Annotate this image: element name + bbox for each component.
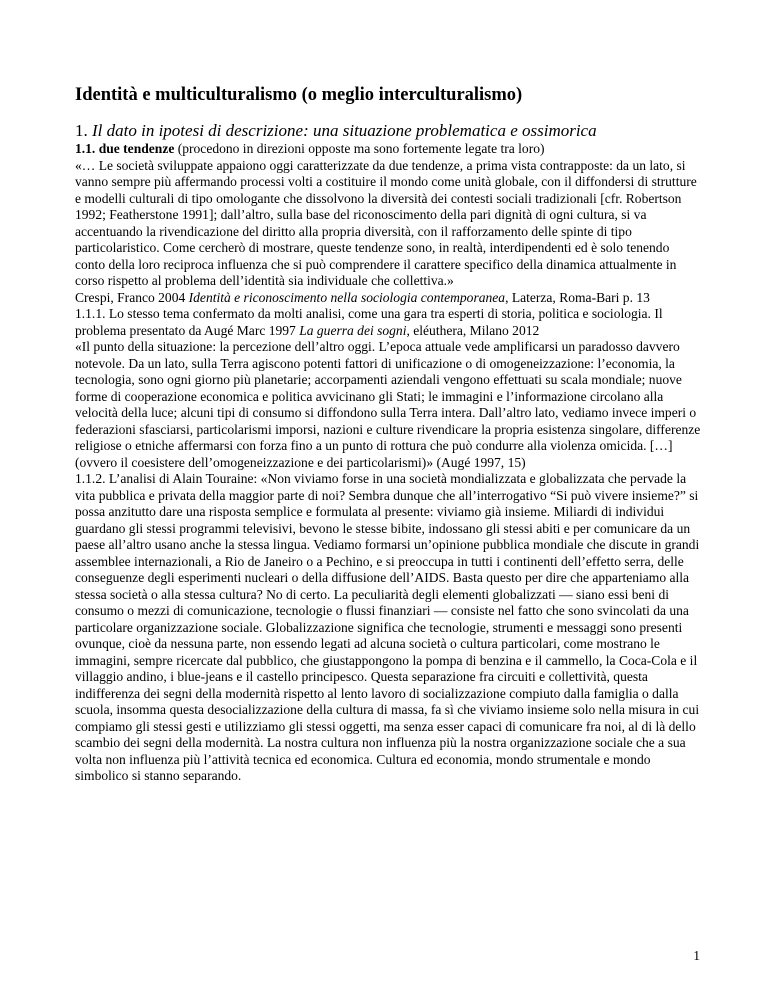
subsection-1-1-text: (procedono in direzioni opposte ma sono fortemente legate tra loro) [174, 141, 545, 156]
subsection-1-1-label: 1.1. due tendenze [75, 141, 175, 156]
auge-publisher: , eléuthera, Milano 2012 [406, 322, 540, 338]
auge-work-title: La guerra dei sogni [299, 322, 407, 338]
subsection-1-1 [75, 141, 701, 158]
crespi-citation [75, 290, 701, 307]
document-title: Identità e multiculturalismo (o meglio interculturalismo) [75, 85, 523, 105]
paragraph-1-1-1-text: 1.1.1. Lo stesso tema confermato da molti analisi, come una gara tra esperti di storia, politica e sociologia. Il problema presentato da Augé Marc 1997 [75, 306, 663, 338]
section-heading [75, 120, 701, 141]
citation-author: Crespi, Franco 2004 [75, 289, 189, 305]
section-number: 1. [75, 121, 92, 140]
citation-publisher: , Laterza, Roma-Bari p. 13 [505, 289, 650, 305]
paragraph-1-1-1 [75, 306, 701, 339]
crespi-quote: «… Le società sviluppate appaiono oggi caratterizzate da due tendenze, a prima vista contrapposte: da un lato, si vanno sempre più affermando processi volti a costituire il mondo come unità globale, con il diffondersi di strutture e modelli culturali di tipo omologante che dissolvono la diversità dei contesti sociali tradizionali [cfr. Robertson 1992; Featherstone 1991]; dall’altro, sulla base del riconoscimento della pari dignità di ogni cultura, si va accentuando la rivendicazione del diritto alla propria diversità, con il rafforzamento delle spinte di tipo particolaristico. Come cercherò di mostrare, queste tendenze sono, in realtà, interdipendenti ed è solo tenendo conto della loro reciproca influenza che si può comprendere il carattere specifico della dinamica attualmente in corso rispetto al problema dell’identità sia individuale che collettiva.» [75, 157, 697, 288]
auge-quote: «Il punto della situazione: la percezione dell’altro oggi. L’epoca attuale vede amplificarsi un paradosso davvero notevole. Da un lato, sulla Terra agiscono potenti fattori di unificazione o di omogeneizzazione: l’economia, la tecnologia, sono ogni giorno più planetarie; accorpamenti aziendali vengono effettuati su scala mondiale; nuove forme di cooperazione economica e politica avvicinano gli Stati; le immagini e l’informazione circolano alla velocità della luce; alcuni tipi di consumo si diffondono sulla Terra intera. Dall’altro lato, vediamo invece imperi o federazioni sfasciarsi, particolarismi imporsi, nazioni e culture rivendicare la propria esistenza singolare, differenze religiose o etniche affermarsi con forza fino a un punto di rottura che può condurre alla violenza omicida. […] (ovvero il coesistere dell’omogeneizzazione e dei particolarismi)» (Augé 1997, 15) [75, 339, 701, 470]
page-number: 1 [693, 948, 700, 963]
document-page [75, 84, 701, 785]
section-title: Il dato in ipotesi di descrizione: una situazione problematica e ossimorica [92, 121, 597, 140]
citation-work: Identità e riconoscimento nella sociologia contemporanea [188, 289, 506, 305]
paragraph-1-1-2: 1.1.2. L’analisi di Alain Touraine: «Non viviamo forse in una società mondializzata e globalizzata che pervade la vita pubblica e privata della maggior parte di noi? Sembra dunque che all’interrogativo “Si può vivere insieme?” si possa anzitutto dare una risposta semplice e formulata al presente: viviamo già insieme. Miliardi di individui guardano gli stessi programmi televisivi, bevono le stesse bibite, indossano gli stessi abiti e per comunicare da un paese all’altro usano anche la stessa lingua. Vediamo formarsi un’opinione pubblica mondiale che discute in grandi assemblee internazionali, a Rio de Janeiro o a Pechino, e si preoccupa in tutti i continenti dell’effetto serra, delle conseguenze degli esperimenti nucleari o della diffusione dell’AIDS. Basta questo per dire che apparteniamo alla stessa società o alla stessa cultura? No di certo. La peculiarità degli elementi globalizzati — siano essi beni di consumo o mezzi di comunicazione, tecnologie o flussi finanziari — consiste nel fatto che sono svincolati da una particolare organizzazione sociale. Globalizzazione significa che tecnologie, strumenti e messaggi sono presenti ovunque, cioè da nessuna parte, non essendo legati ad alcuna società o cultura particolari, come mostrano le immagini, sempre ricercate dal pubblico, che giustappongono la pompa di benzina e il cammello, la Coca-Cola e il villaggio andino, i blue-jeans e il castello principesco. Questa separazione fra circuiti e collettività, questa indifferenza dei segni della modernità rispetto al lento lavoro di socializzazione compiuto dalla famiglia o dalla scuola, insomma questa desocializzazione della cultura di massa, fa sì che viviamo insieme solo nella misura in cui compiamo gli stessi gesti e utilizziamo gli stessi oggetti, ma senza esser capaci di comunicare fra noi, al di là dello scambio dei segni della modernità. La nostra cultura non influenza più la nostra organizzazione sociale che a sua volta non influenza più l’attività tecnica ed economica. Cultura ed economia, mondo strumentale e mondo simbolico si stanno separando. [75, 471, 700, 783]
